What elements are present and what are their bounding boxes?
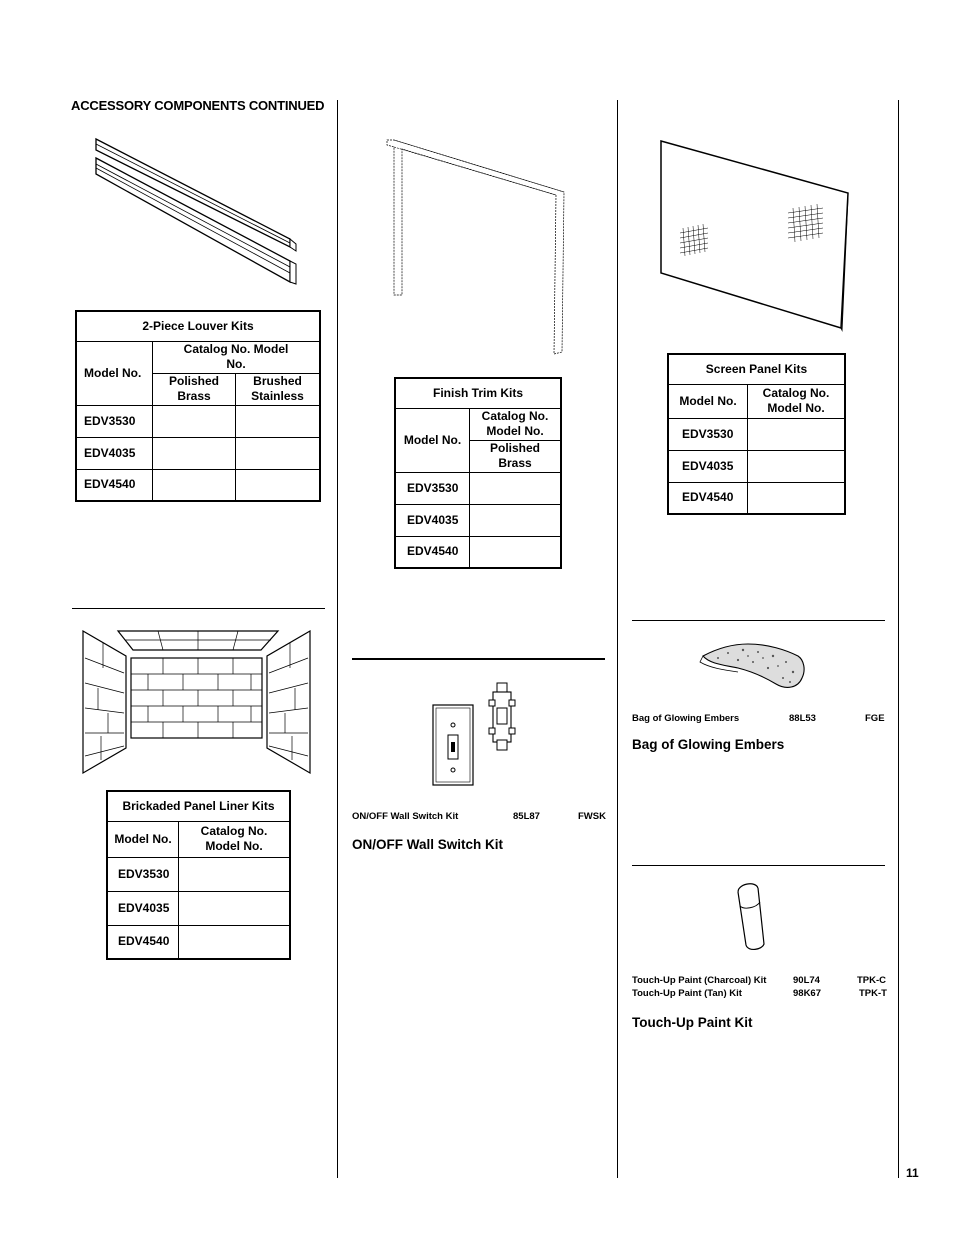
- embers-desc: Bag of Glowing Embers: [632, 713, 740, 724]
- screen-panel-table: [667, 353, 846, 515]
- table-title: Screen Panel Kits: [668, 354, 845, 384]
- paint-bottle-illustration: [734, 880, 774, 955]
- col-header-model: Model No.: [76, 341, 153, 405]
- table-row: [395, 504, 561, 536]
- col-header-polished-brass: Polished Brass: [469, 440, 561, 472]
- column-divider-2: [617, 100, 618, 1178]
- table-title: Brickaded Panel Liner Kits: [107, 791, 290, 821]
- table-row: [668, 482, 845, 514]
- col-header-catalog: Catalog No. Model No.: [179, 821, 291, 857]
- col-header-model: Model No.: [668, 384, 748, 418]
- paint-model-2: TPK-T: [859, 988, 887, 999]
- paint-code-1: 90L74: [793, 975, 820, 986]
- louver-illustration: [90, 136, 300, 286]
- table-row: [107, 857, 290, 891]
- section-heading: ACCESSORY COMPONENTS CONTINUED: [71, 98, 325, 113]
- model-cell: EDV4540: [107, 925, 179, 959]
- model-cell: EDV4035: [107, 891, 179, 925]
- table-row: [668, 450, 845, 482]
- louver-kits-table: [75, 310, 321, 502]
- col-header-polished-brass: Polished Brass: [153, 373, 236, 405]
- brick-liner-table: [106, 790, 291, 960]
- table-row: [76, 469, 320, 501]
- switch-kit-model: FWSK: [578, 811, 606, 822]
- embers-model: FGE: [865, 713, 885, 724]
- paint-model-1: TPK-C: [857, 975, 887, 986]
- embers-code: 88L53: [789, 713, 816, 724]
- embers-bag-illustration: [698, 638, 808, 693]
- model-cell: EDV4035: [76, 437, 153, 469]
- model-cell: EDV4540: [668, 482, 748, 514]
- column-divider-1: [337, 100, 338, 1178]
- section-divider: [632, 865, 885, 866]
- col-header-catalog: Catalog No. Model No.: [748, 384, 846, 418]
- table-row: [107, 891, 290, 925]
- model-cell: EDV4035: [395, 504, 469, 536]
- paint-code-2: 98K67: [793, 988, 821, 999]
- table-row: [668, 418, 845, 450]
- switch-kit-desc: ON/OFF Wall Switch Kit: [352, 811, 459, 822]
- embers-caption: Bag of Glowing Embers: [632, 737, 785, 752]
- wall-switch-illustration: [431, 680, 531, 790]
- table-row: [76, 405, 320, 437]
- table-row: [76, 437, 320, 469]
- paint-desc-2: Touch-Up Paint (Tan) Kit: [632, 988, 742, 999]
- model-cell: EDV3530: [395, 472, 469, 504]
- model-cell: EDV3530: [76, 405, 153, 437]
- paint-caption: Touch-Up Paint Kit: [632, 1015, 753, 1030]
- column-divider-3: [898, 100, 899, 1178]
- table-row: [395, 536, 561, 568]
- model-cell: EDV3530: [107, 857, 179, 891]
- section-divider: [632, 620, 885, 621]
- page-number: 11: [906, 1166, 919, 1180]
- section-divider: [352, 658, 605, 660]
- section-divider: [72, 608, 325, 609]
- model-cell: EDV4540: [395, 536, 469, 568]
- col-header-model: Model No.: [395, 408, 469, 472]
- screen-panel-illustration: [658, 138, 853, 333]
- model-cell: EDV3530: [668, 418, 748, 450]
- finish-trim-table: [394, 377, 562, 569]
- paint-desc-1: Touch-Up Paint (Charcoal) Kit: [632, 975, 767, 986]
- switch-kit-caption: ON/OFF Wall Switch Kit: [352, 837, 503, 852]
- finish-trim-illustration: [384, 137, 579, 359]
- brick-liner-illustration: [83, 628, 313, 778]
- switch-kit-code: 85L87: [513, 811, 540, 822]
- col-header-brushed-stainless: Brushed Stainless: [236, 373, 321, 405]
- table-row: [107, 925, 290, 959]
- table-row: [395, 472, 561, 504]
- table-title: Finish Trim Kits: [395, 378, 561, 408]
- model-cell: EDV4540: [76, 469, 153, 501]
- col-header-catalog: Catalog No. Model No.: [153, 341, 321, 373]
- col-header-catalog: Catalog No. Model No.: [469, 408, 561, 440]
- col-header-model: Model No.: [107, 821, 179, 857]
- table-title: 2-Piece Louver Kits: [76, 311, 320, 341]
- model-cell: EDV4035: [668, 450, 748, 482]
